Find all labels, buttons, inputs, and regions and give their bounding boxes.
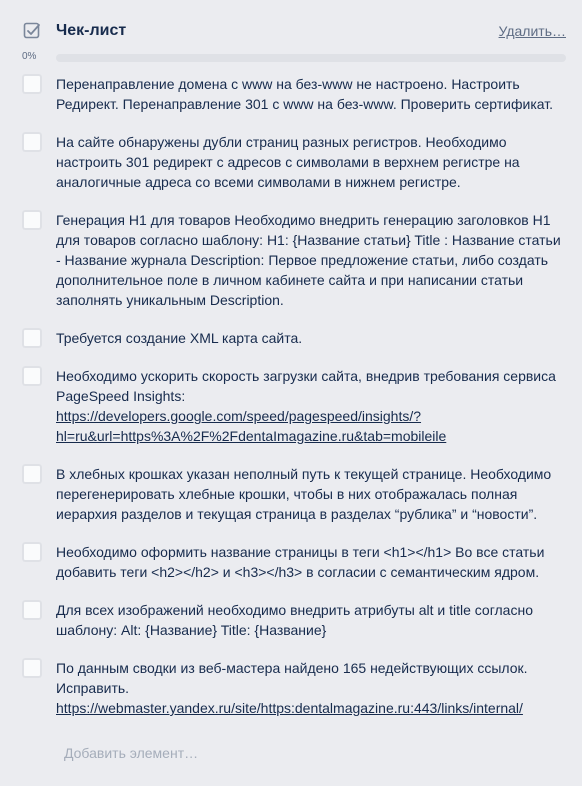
item-text[interactable] [56, 600, 562, 640]
item-checkbox[interactable] [22, 210, 42, 230]
item-text[interactable] [56, 464, 562, 524]
item-link[interactable]: hl=ru&url=https%3A%2F%2FdentaImagazine.ru&tab=mobileile [56, 428, 447, 444]
item-text-main: Генерация H1 для товаров Необходимо внедрить генерацию заголовков H1 для товаров согласно шаблону: H1: {Название статьи} Title : Название статьи - Название журнала Description: Первое предложение статьи, либо создать дополнительное поле в личном кабинете сайта и при написании статьи заполнять уникальным Description. [56, 212, 561, 308]
item-text[interactable] [56, 210, 562, 310]
item-text[interactable] [56, 74, 562, 114]
item-text-main: Для всех изображений необходимо внедрить атрибуты alt и title согласно шаблону: Alt: {Название} Title: {Название} [56, 602, 533, 638]
item-link[interactable]: https://webmaster.yandex.ru/site/https:dentalmagazine.ru:443/links/internal/ [56, 700, 523, 716]
item-checkbox[interactable] [22, 542, 42, 562]
item-text-main: По данным сводки из веб-мастера найдено 165 недействующих ссылок. Исправить. [56, 660, 528, 696]
checklist-progress [0, 51, 582, 65]
checklist-item [0, 72, 582, 122]
checklist-item [0, 540, 582, 590]
item-text-main: На сайте обнаружены дубли страниц разных регистров. Необходимо настроить 301 редирект с адресов с символами в верхнем регистре на аналогичные адреса со всеми символами в нижнем регистре. [56, 134, 520, 190]
item-checkbox[interactable] [22, 328, 42, 348]
add-item-button[interactable]: Добавить элемент… [64, 745, 199, 761]
item-text-main: Необходимо оформить название страницы в теги <h1></h1> Во все статьи добавить теги <h2></h2> и <h3></h3> в согласии с семантическим ядром. [56, 544, 545, 580]
item-checkbox[interactable] [22, 658, 42, 678]
item-text[interactable] [56, 328, 562, 348]
item-text-main: Требуется создание XML карта сайта. [56, 330, 303, 346]
item-text-main: Перенаправление домена с www на без-www не настроено. Настроить Редирект. Перенаправление 301 с www на без-www. Проверить сертификат. [56, 76, 553, 112]
checklist-items [0, 72, 582, 726]
item-text[interactable] [56, 132, 562, 192]
checklist-header [0, 20, 582, 44]
checklist-item [0, 208, 582, 318]
item-text[interactable] [56, 366, 562, 446]
checklist-item [0, 656, 582, 726]
item-checkbox[interactable] [22, 132, 42, 152]
checklist-item [0, 598, 582, 648]
progress-percent: 0% [22, 51, 37, 62]
progress-bar [56, 54, 566, 62]
checklist-item [0, 326, 582, 356]
item-text[interactable] [56, 658, 562, 718]
item-link[interactable]: https://developers.google.com/speed/pagespeed/insights/? [56, 408, 422, 424]
checkbox-checked-icon [22, 21, 42, 41]
item-checkbox[interactable] [22, 464, 42, 484]
checklist-item [0, 364, 582, 454]
item-text-main: В хлебных крошках указан неполный путь к текущей странице. Необходимо перегенерировать хлебные крошки, чтобы в них отображалась полная иерархия разделов и текущая страница в разделах “рублика” и “новости”. [56, 466, 552, 522]
item-checkbox[interactable] [22, 600, 42, 620]
item-checkbox[interactable] [22, 366, 42, 386]
checklist-item [0, 462, 582, 532]
checklist-title: Чек-лист [56, 22, 127, 39]
item-text[interactable] [56, 542, 562, 582]
delete-checklist-link[interactable]: Удалить… [498, 23, 566, 39]
item-text-main: Необходимо ускорить скорость загрузки сайта, внедрив требования сервиса PageSpeed Insights: [56, 368, 556, 404]
checklist-item [0, 130, 582, 200]
item-checkbox[interactable] [22, 74, 42, 94]
